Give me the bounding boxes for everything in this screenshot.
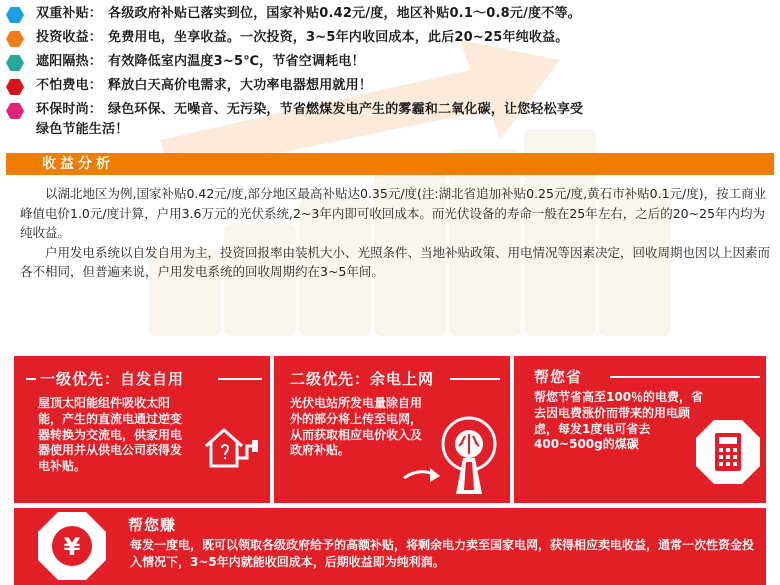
calculator-icon [694,418,762,486]
benefit-text: 各级政府补贴已落实到位，国家补贴0.42元/度，地区补贴0.1～0.8元/度不等。 [108,6,581,21]
section-header [6,153,774,175]
panel-self-use [14,356,270,503]
panel-grid-feed [274,356,510,503]
panel-body: 每发一度电，既可以领取各级政府给予的高额补贴，将剩余电力卖至国家电网，获得相应卖电收益，通常一次性资金投入情况下，3~5年内就能收回成本，后期收益即为纯利润。 [130,538,755,569]
hexagon-red-icon [6,79,24,95]
benefit-text: 释放白天高价电需求，大功率电器想用就用！ [108,78,373,93]
panel-body: 帮您节省高至100％的电费，省去因电费涨价而带来的用电顾虑，每发1度电可省去400~500g的煤碳 [534,390,704,452]
hexagon-teal-icon [6,55,24,71]
panel-title: 一级优先：自发自用 [40,370,185,388]
title-rule [450,378,500,380]
benefit-label: 不怕费电： [36,78,103,93]
hexagon-pink-icon [6,103,24,119]
analysis-paragraph-1: 以湖北地区为例,国家补贴0.42元/度,部分地区最高补贴达0.35元/度(注:湖北省追加补贴0.25元/度,黄石市补贴0.1元/度)，按工商业峰值电价1.0元/度计算，户用3.6万元的光伏系统,2~3年内即可收回成本。而光伏设备的寿命一般在25年左右，之后的20~25年内均为纯收益。 [20,186,767,241]
panel-body: 光伏电站所发电量除自用外的部分将上传至电网，从而获取相应电价收入及政府补贴。 [290,396,423,458]
benefit-item-investment [6,28,776,52]
benefit-item-subsidy [6,4,776,28]
power-tower-icon [434,414,504,496]
panel-save [514,356,766,503]
benefit-bullet-list [6,4,776,140]
analysis-paragraph-2: 户用发电系统以自发自用为主，投资回报率由装机大小、光照条件、当地补贴政策、用电情况等因素决定，回收周期也因以上因素而各不相同，但普遍来说，户用发电系统的回收周期约在3~5年间。 [20,244,771,280]
analysis-text [20,184,772,282]
panel-title: 帮您省 [534,368,583,386]
house-plug-icon [200,418,262,480]
title-rule [26,378,36,380]
benefit-item-power [6,76,776,100]
benefit-item-eco [6,100,776,140]
title-rule [218,378,262,380]
benefit-label: 投资收益： [36,30,103,45]
yen-symbol: ¥ [63,533,81,561]
benefit-text-continued: 绿色节能生活！ [36,122,129,137]
benefit-label: 环保时尚： [36,102,103,117]
benefit-text: 有效降低室内温度3~5℃，节省空调耗电！ [108,54,365,69]
section-title: 收益分析 [42,156,114,172]
panel-title: 二级优先：余电上网 [290,370,435,388]
benefit-label: 双重补贴： [36,6,103,21]
hexagon-orange-icon [6,31,24,47]
hexagon-blue-icon [6,7,24,23]
benefit-item-shade [6,52,776,76]
benefit-text: 绿色环保、无噪音、无污染，节省燃煤发电产生的雾霾和二氧化碳，让您轻松享受 [108,102,584,117]
arrow-right-icon [402,464,442,488]
benefit-label: 遮阳隔热： [36,54,103,69]
benefit-text: 免费用电，坐享收益。一次投资，3~5年内收回成本，此后20~25年纯收益。 [108,30,569,45]
title-rule [610,376,760,378]
panel-body: 屋顶太阳能组件吸收太阳能，产生的直流电通过逆变器转换为交流电，供家用电器使用并从供电公司获得发电补贴。 [38,396,183,474]
panel-earn [14,508,766,585]
yen-coin-icon [36,510,108,582]
panel-title: 帮您赚 [128,516,177,534]
